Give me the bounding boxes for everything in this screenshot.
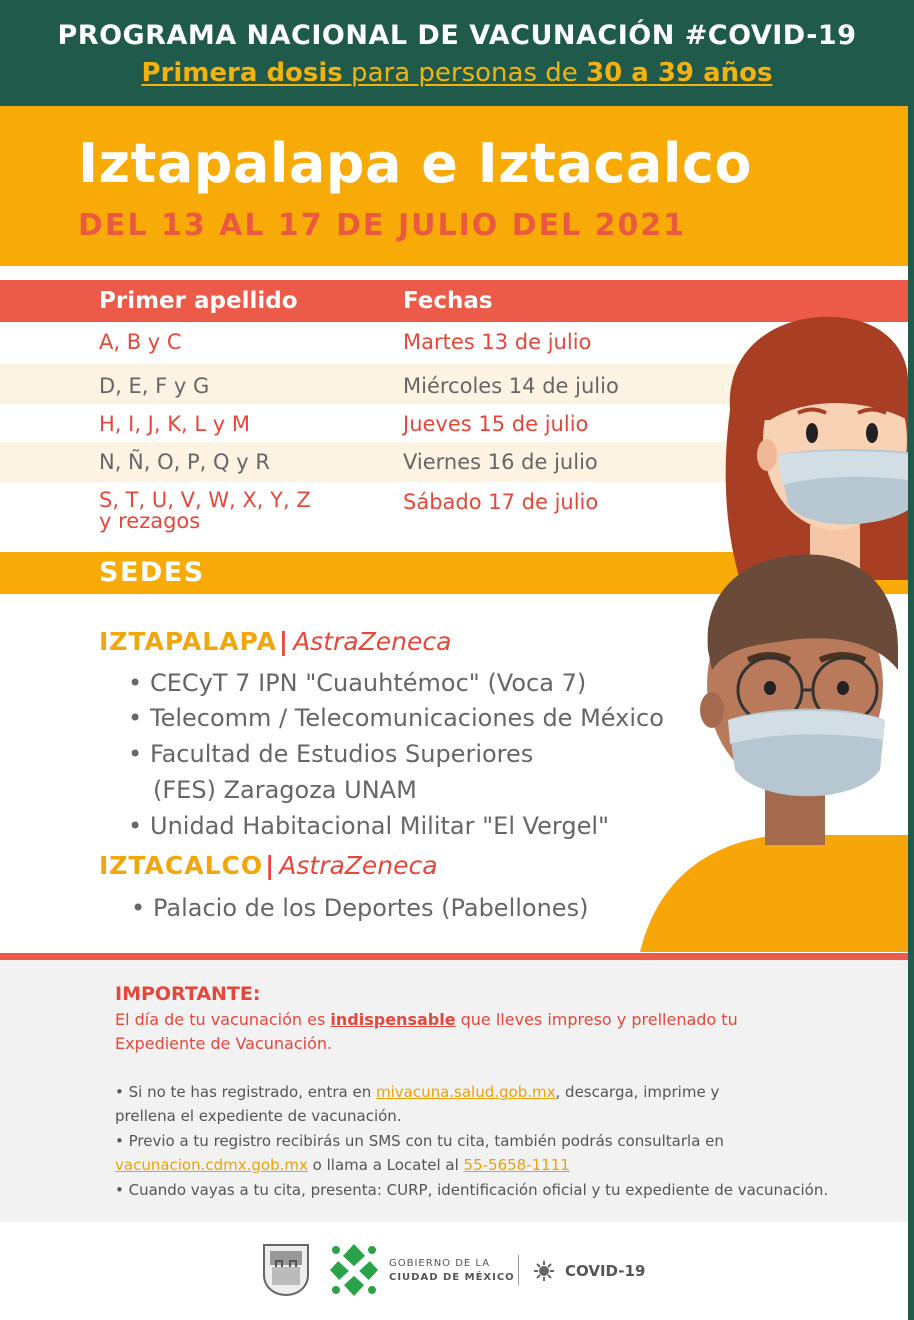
schedule-date: Martes 13 de julio: [403, 330, 592, 354]
hero-banner: [0, 106, 908, 266]
covid-label: COVID-19: [565, 1262, 646, 1280]
program-subtitle: [0, 58, 914, 88]
schedule-date: Jueves 15 de julio: [403, 412, 589, 436]
program-title: PROGRAMA NACIONAL DE VACUNACIÓN #COVID-19: [57, 20, 857, 51]
mivacuna-link[interactable]: mivacuna.salud.gob.mx: [375, 1083, 556, 1101]
surname-range-line1: S, T, U, V, W, X, Y, Z: [99, 488, 311, 512]
site-item: [128, 740, 533, 768]
schedule-date: Sábado 17 de julio: [403, 490, 599, 514]
site-name: Facultad de Estudios Superiores: [150, 740, 534, 768]
important-text: que lleves impreso y prellenado tu: [455, 1010, 738, 1029]
site-name-continued: (FES) Zaragoza UNAM: [153, 776, 417, 804]
section-name: IZTAPALAPA: [99, 627, 277, 656]
note-text: , descarga, imprime y: [555, 1083, 720, 1101]
note-text: • Si no te has registrado, entra en: [115, 1083, 376, 1101]
note-register: [115, 1083, 719, 1101]
sedes-label: SEDES: [99, 557, 205, 588]
note-register-cont: prellena el expediente de vacunación.: [115, 1107, 402, 1125]
section-name: IZTACALCO: [99, 851, 264, 880]
note-sms-cont: [115, 1156, 570, 1174]
bullet: •: [128, 669, 143, 697]
note-sms: • Previo a tu registro recibirás un SMS con tu cita, también podrás consultarla en: [115, 1132, 724, 1150]
site-name: CECyT 7 IPN "Cuauhtémoc" (Voca 7): [150, 669, 587, 697]
section-iztacalco: [99, 851, 438, 880]
surname-range: N, Ñ, O, P, Q y R: [99, 450, 270, 474]
site-name: Unidad Habitacional Militar "El Vergel": [150, 812, 610, 840]
man-eye-right: [837, 681, 849, 695]
woman-ear: [757, 439, 777, 471]
note-requirements: • Cuando vayas a tu cita, presenta: CURP, identificación oficial y tu expediente de vacunación.: [115, 1181, 829, 1199]
site-item: [128, 812, 609, 840]
location-title: Iztapalapa e Iztacalco: [78, 132, 752, 195]
footer-separator: [518, 1255, 519, 1285]
section-iztapalapa: [99, 627, 451, 656]
first-dose-label: Primera dosis: [141, 58, 343, 88]
section-divider: [0, 953, 908, 960]
man-ear: [700, 692, 724, 728]
section-separator: |: [265, 851, 276, 880]
woman-eye-left: [806, 423, 818, 443]
vaccine-name: AstraZeneca: [293, 627, 452, 656]
bullet: •: [131, 894, 146, 922]
note-text: o llama a Locatel al: [307, 1156, 464, 1174]
masked-people-illustration: [630, 300, 908, 954]
site-name: Palacio de los Deportes (Pabellones): [153, 894, 589, 922]
woman-eye-right: [866, 423, 878, 443]
cdmx-logo-icon: [326, 1240, 382, 1300]
site-item: [128, 704, 664, 732]
bullet: •: [128, 812, 143, 840]
important-line-1: [115, 1010, 738, 1029]
site-item: [128, 669, 586, 697]
man-shirt: [640, 835, 908, 952]
footer: [0, 1222, 908, 1320]
important-text: El día de tu vacunación es: [115, 1010, 331, 1029]
gov-line-2: CIUDAD DE MÉXICO: [389, 1272, 515, 1283]
important-title: IMPORTANTE:: [115, 983, 261, 1005]
virus-icon: [533, 1260, 555, 1282]
subtitle-middle: para personas de: [342, 58, 587, 88]
vacunacion-link[interactable]: vacunacion.cdmx.gob.mx: [115, 1156, 308, 1174]
man-eye-left: [764, 681, 776, 695]
col-dates-header: Fechas: [403, 288, 493, 314]
edge-strip: [908, 106, 914, 1320]
bullet: •: [128, 704, 143, 732]
important-line-2: Expediente de Vacunación.: [115, 1034, 333, 1053]
schedule-date: Viernes 16 de julio: [403, 450, 598, 474]
surname-range: [99, 490, 311, 532]
city-coat-of-arms-icon: [262, 1243, 310, 1297]
schedule-date: Miércoles 14 de julio: [403, 374, 619, 398]
date-range: DEL 13 AL 17 DE JULIO DEL 2021: [78, 208, 687, 243]
locatel-phone-link[interactable]: 55-5658-1111: [463, 1156, 570, 1174]
section-separator: |: [278, 627, 290, 656]
bullet: •: [128, 740, 143, 768]
site-item: [131, 894, 588, 922]
campaign-header: [0, 0, 914, 106]
col-surname-header: Primer apellido: [99, 288, 298, 314]
important-emphasis: indispensable: [330, 1010, 456, 1029]
surname-range: D, E, F y G: [99, 374, 210, 398]
age-range: 30 a 39 años: [586, 58, 773, 88]
surname-range: A, B y C: [99, 330, 182, 354]
gov-line-1: GOBIERNO DE LA: [389, 1258, 491, 1269]
vaccine-name: AstraZeneca: [279, 851, 438, 880]
site-name: Telecomm / Telecomunicaciones de México: [150, 704, 664, 732]
surname-range: H, I, J, K, L y M: [99, 412, 250, 436]
surname-range-line2: y rezagos: [99, 509, 201, 533]
